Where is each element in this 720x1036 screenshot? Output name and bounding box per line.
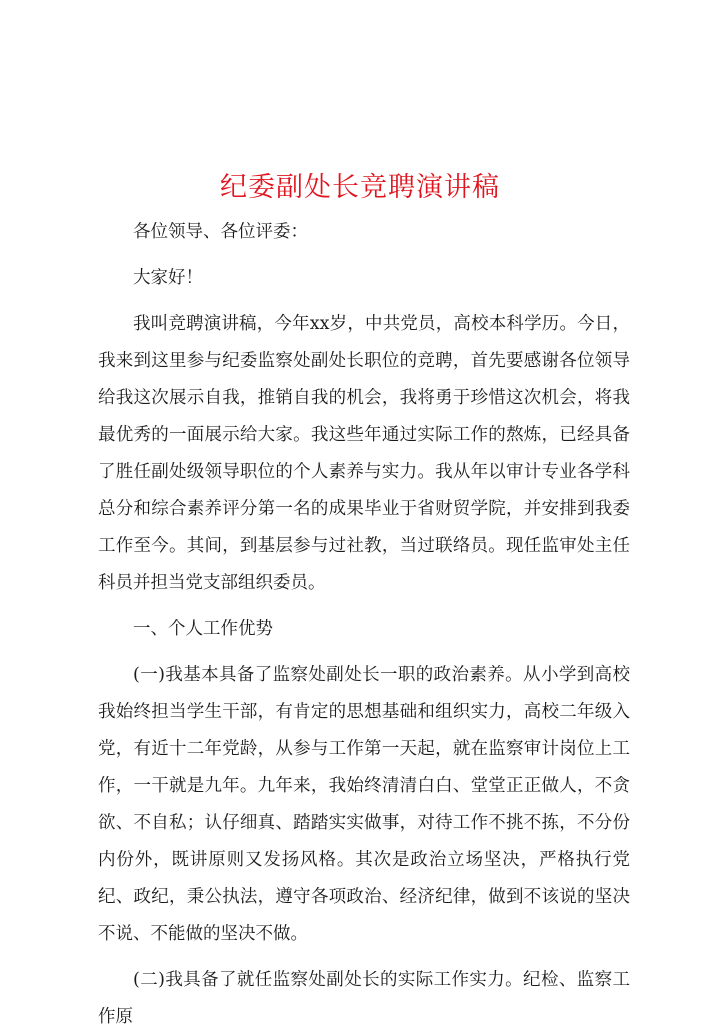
intro-paragraph: 我叫竞聘演讲稿，今年xx岁，中共党员，高校本科学历。今日，我来到这里参与纪委监察处副处长职位的竞聘，首先要感谢各位领导给我这次展示自我，推销自我的机会，我将勇于珍惜这次机会，将我最优秀的一面展示给大家。我这些年通过实际工作的熬炼，已经具备了胜任副处级领导职位的个人素养与实力。我从年以审计专业各学科总分和综合素养评分第一名的成果毕业于省财贸学院，并安排到我委工作至今。其间，到基层参与过社教，当过联络员。现任监审处主任科员并担当党支部组织委员。: [98, 314, 630, 593]
political-quality-paragraph: (一)我基本具备了监察处副处长一职的政治素养。从小学到高校我始终担当学生干部，有肯定的思想基础和组织实力，高校二年级入党，有近十二年党龄，从参与工作第一天起，就在监察审计岗位上工作，一干就是九年。九年来，我始终清清白白、堂堂正正做人，不贪欲、不自私；认仔细真、踏踏实实做事，对待工作不挑不拣，不分份内份外，既讲原则又发扬风格。其次是政治立场坚决，严格执行党纪、政纪，秉公执法，遵守各项政治、经济纪律，做到不该说的坚决不说、不能做的坚决不做。: [98, 665, 630, 944]
work-ability-paragraph: (二)我具备了就任监察处副处长的实际工作实力。纪检、监察工作原: [98, 970, 630, 1027]
document-body: [98, 214, 630, 1036]
salutation: 各位领导、各位评委：: [133, 222, 308, 242]
document-title: 纪委副处长竞聘演讲稿: [220, 172, 500, 204]
section-heading: 一、个人工作优势: [133, 619, 273, 639]
greeting: 大家好！: [133, 268, 203, 288]
